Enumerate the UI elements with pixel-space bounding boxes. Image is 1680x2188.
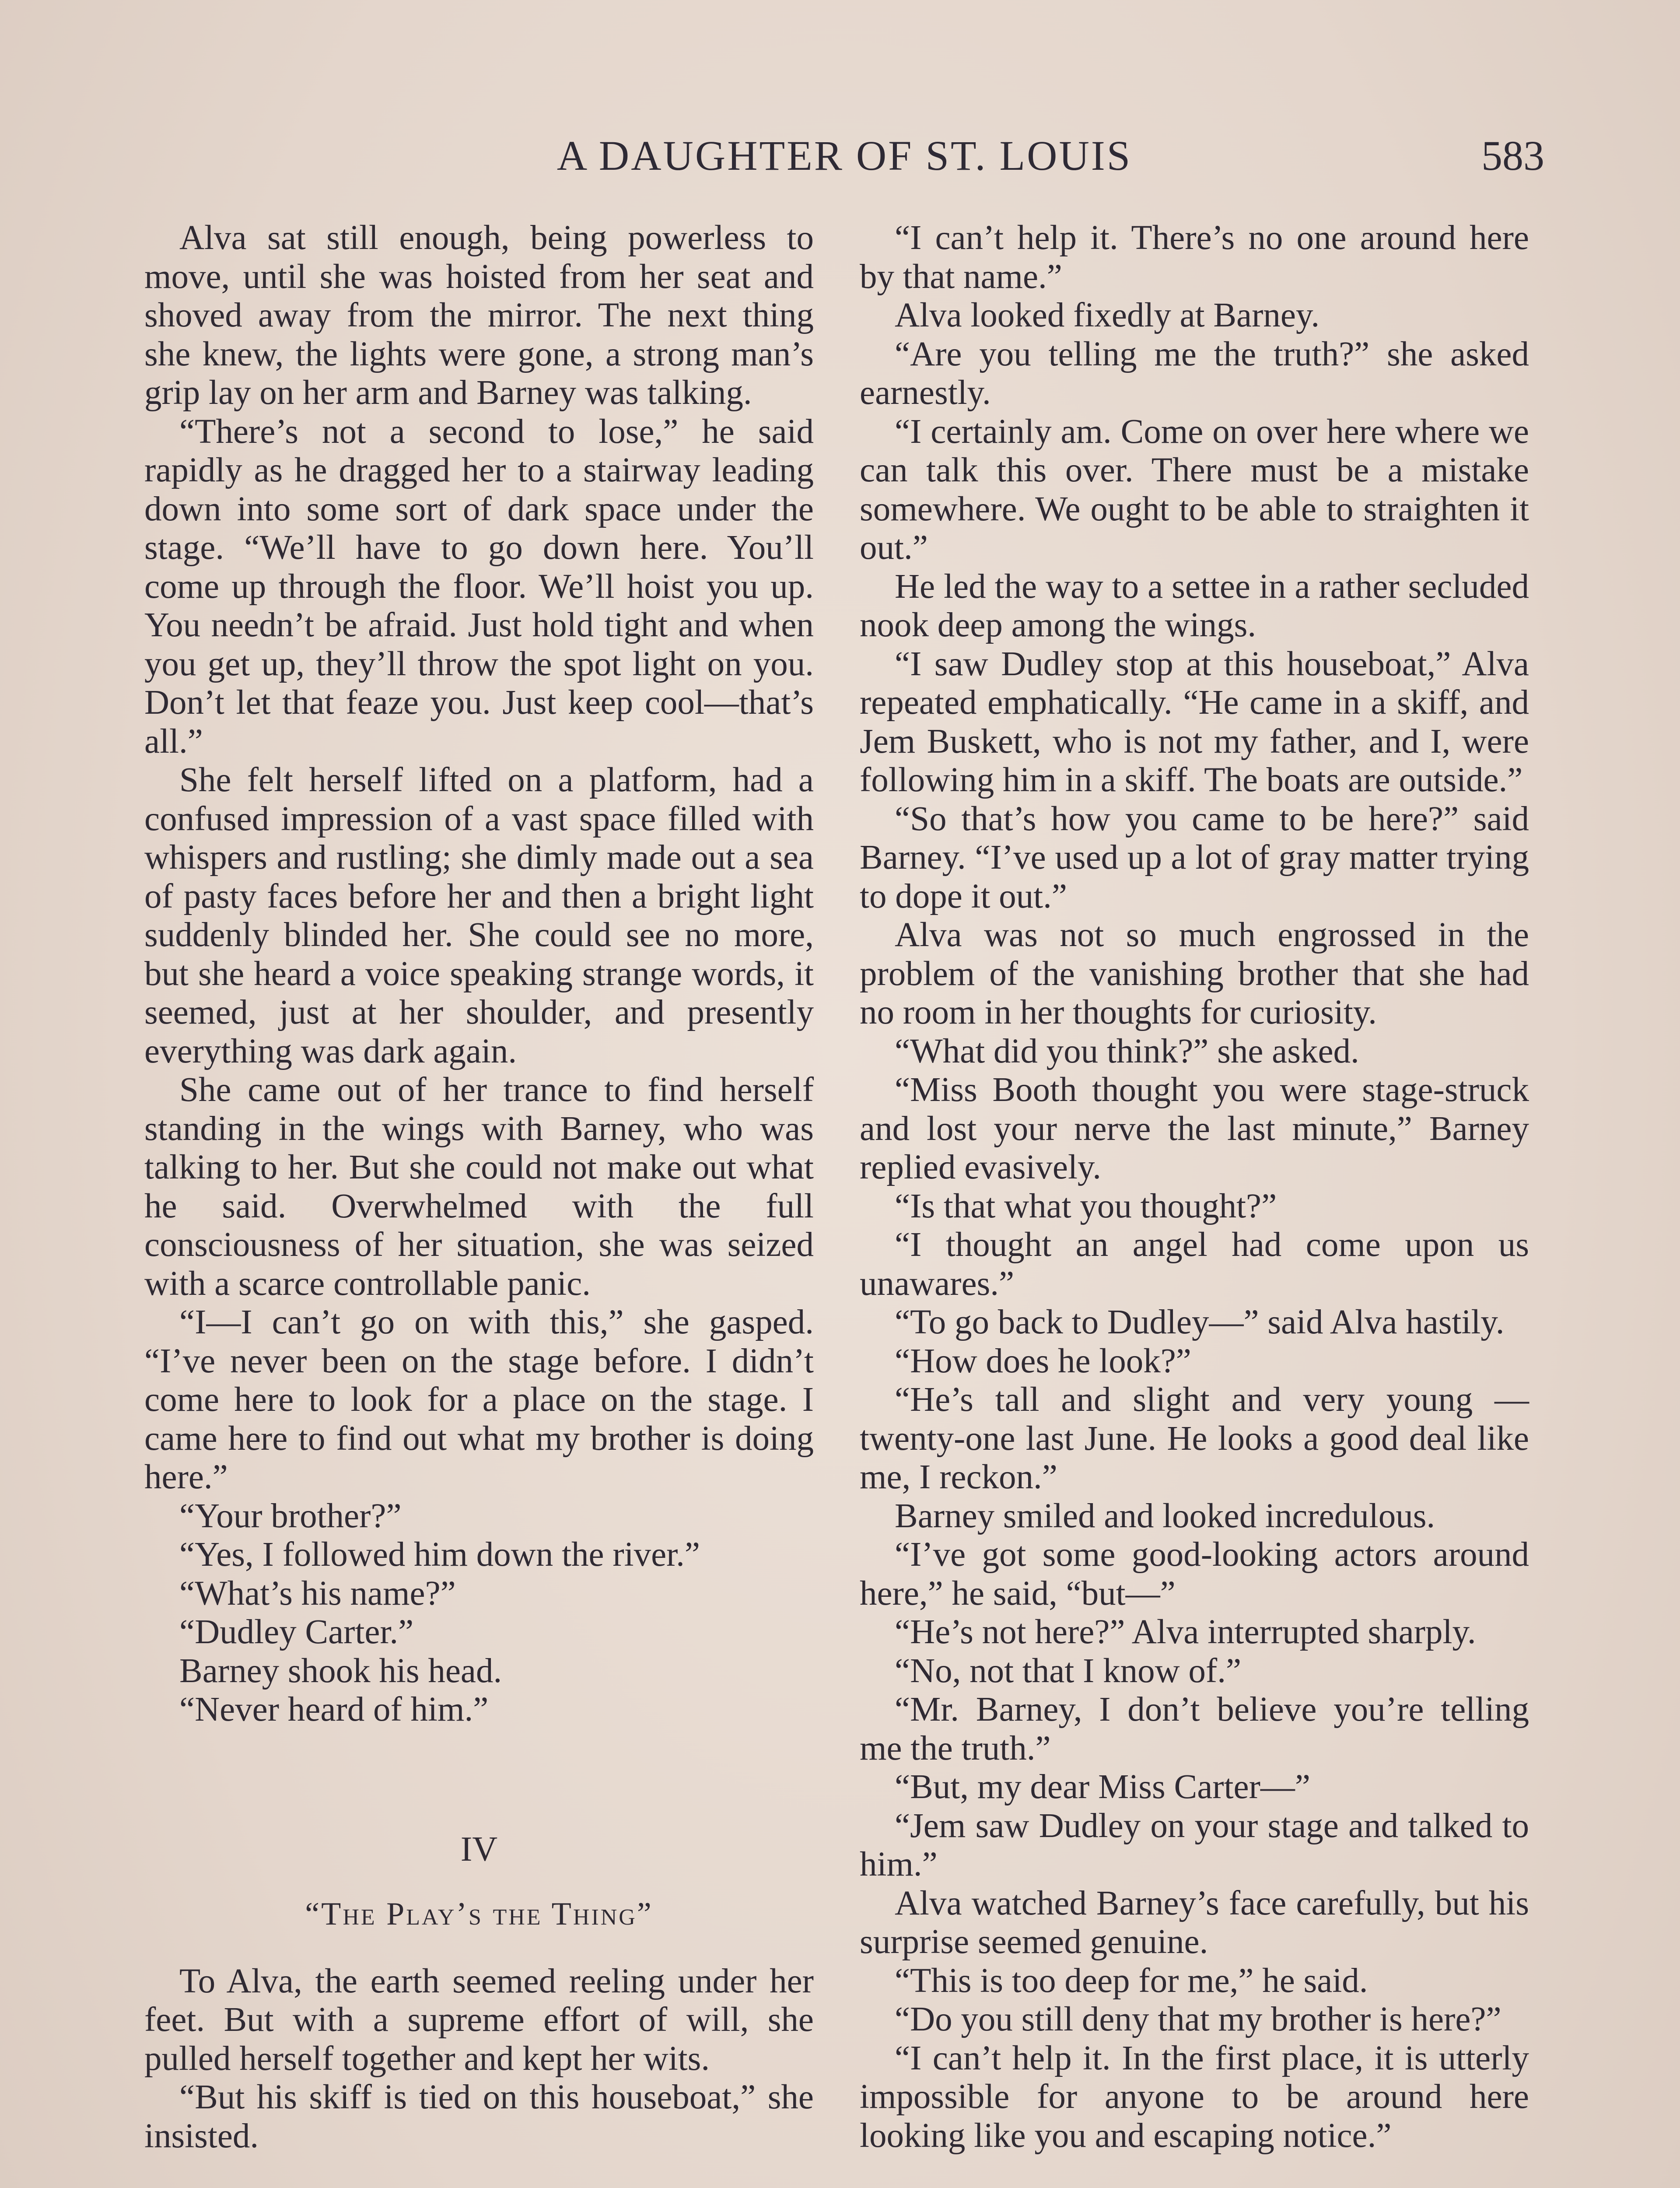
paragraph: “What did you think?” she asked. bbox=[895, 1032, 1359, 1070]
page-header bbox=[144, 131, 1544, 184]
paragraph: “But his skiff is tied on this houseboat,” she insisted. bbox=[144, 2078, 814, 2155]
paragraph: “There’s not a second to lose,” he said rapidly as he dragged her to a stairway leading down into some sort of dark space under the stage. “We’ll have to go down here. You’ll come up through the floor. We’ll hoist you up. You needn’t be afraid. Just hold tight and when you get up, they’ll throw the spot light on you. Don’t let that feaze you. Just keep cool—that’s all.” bbox=[144, 412, 814, 761]
paragraph: “I can’t help it. There’s no one around here by that name.” bbox=[860, 219, 1529, 296]
paragraph: “I thought an angel had come upon us unawares.” bbox=[860, 1226, 1529, 1303]
paragraph: Alva watched Barney’s face carefully, but his surprise seemed genuine. bbox=[860, 1884, 1529, 1961]
paragraph: “Do you still deny that my brother is here?” bbox=[895, 2000, 1502, 2038]
running-title: A DAUGHTER OF ST. LOUIS bbox=[556, 132, 1132, 179]
paragraph: “So that’s how you came to be here?” said Barney. “I’ve used up a lot of gray matter trying to dope it out.” bbox=[860, 799, 1529, 915]
paragraph: Alva sat still enough, being powerless to move, until she was hoisted from her seat and shoved away from the mirror. The next thing she knew, the lights were gone, a strong man’s grip lay on her arm and Barney was talking. bbox=[144, 219, 814, 412]
paragraph: “Miss Booth thought you were stage-struck and lost your nerve the last minute,” Barney replied evasively. bbox=[860, 1071, 1529, 1186]
paragraph: “I can’t help it. In the first place, it is utterly impossible for anyone to be around here looking like you and escaping notice.” bbox=[860, 2039, 1529, 2155]
section-number: IV bbox=[460, 1830, 498, 1869]
right-column bbox=[860, 219, 1529, 2155]
paragraph: She came out of her trance to find herself standing in the wings with Barney, who was talking to her. But she could not make out what he said. Overwhelmed with the full consciousness of her situation, she was seized with a scarce controllable panic. bbox=[144, 1071, 814, 1303]
paragraph: He led the way to a settee in a rather secluded nook deep among the wings. bbox=[860, 567, 1529, 644]
section-title: “The Play’s the Thing” bbox=[305, 1896, 653, 1932]
paragraph: “This is too deep for me,” he said. bbox=[895, 1961, 1368, 2000]
paragraph: “I’ve got some good-looking actors around here,” he said, “but—” bbox=[860, 1536, 1529, 1613]
paragraph: “Yes, I followed him down the river.” bbox=[179, 1536, 700, 1574]
paragraph: “Your brother?” bbox=[179, 1497, 402, 1535]
paragraph: To Alva, the earth seemed reeling under her feet. But with a supreme effort of will, she pulled herself together and kept her wits. bbox=[144, 1962, 814, 2078]
paragraph: “I certainly am. Come on over here where we can talk this over. There must be a mistake somewhere. We ought to be able to straighten it out.” bbox=[860, 412, 1529, 567]
paragraph: She felt herself lifted on a platform, had a confused impression of a vast space filled with whispers and rustling; she dimly made out a sea of pasty faces before her and then a bright light suddenly blinded her. She could see no more, but she heard a voice speaking strange words, it seemed, just at her shoulder, and presently everything was dark again. bbox=[144, 761, 814, 1070]
paragraph: “He’s tall and slight and very young —twenty-one last June. He looks a good deal like me, I reckon.” bbox=[860, 1381, 1529, 1496]
paragraph: Barney smiled and looked incredulous. bbox=[895, 1497, 1435, 1535]
paragraph: Alva was not so much engrossed in the problem of the vanishing brother that she had no room in her thoughts for curiosity. bbox=[860, 916, 1529, 1031]
left-column bbox=[144, 219, 814, 2156]
page-number: 583 bbox=[1481, 132, 1544, 179]
paragraph: Barney shook his head. bbox=[179, 1652, 502, 1690]
paragraph: “I—I can’t go on with this,” she gasped. “I’ve never been on the stage before. I didn’t come here to look for a place on the stage. I came here to find out what my brother is doing here.” bbox=[144, 1303, 814, 1496]
paragraph: Alva looked fixedly at Barney. bbox=[895, 296, 1320, 334]
paragraph: “No, not that I know of.” bbox=[895, 1652, 1242, 1690]
paragraph: “How does he look?” bbox=[895, 1342, 1191, 1380]
paragraph: “To go back to Dudley—” said Alva hastily. bbox=[895, 1303, 1505, 1341]
paragraph: “What’s his name?” bbox=[179, 1574, 456, 1613]
paragraph: “Jem saw Dudley on your stage and talked to him.” bbox=[860, 1806, 1529, 1883]
paragraph: “Mr. Barney, I don’t believe you’re telling me the truth.” bbox=[860, 1690, 1529, 1767]
paragraph: “Never heard of him.” bbox=[179, 1690, 489, 1729]
paragraph: “Dudley Carter.” bbox=[179, 1613, 414, 1651]
paragraph: “He’s not here?” Alva interrupted sharply. bbox=[895, 1613, 1476, 1651]
paragraph: “I saw Dudley stop at this houseboat,” Alva repeated emphatically. “He came in a skiff, and Jem Buskett, who is not my father, and I, were following him in a skiff. The boats are outside.” bbox=[860, 645, 1529, 799]
paragraph: “Are you telling me the truth?” she asked earnestly. bbox=[860, 335, 1529, 412]
paragraph: “Is that what you thought?” bbox=[895, 1187, 1277, 1225]
paragraph: “But, my dear Miss Carter—” bbox=[895, 1768, 1310, 1806]
